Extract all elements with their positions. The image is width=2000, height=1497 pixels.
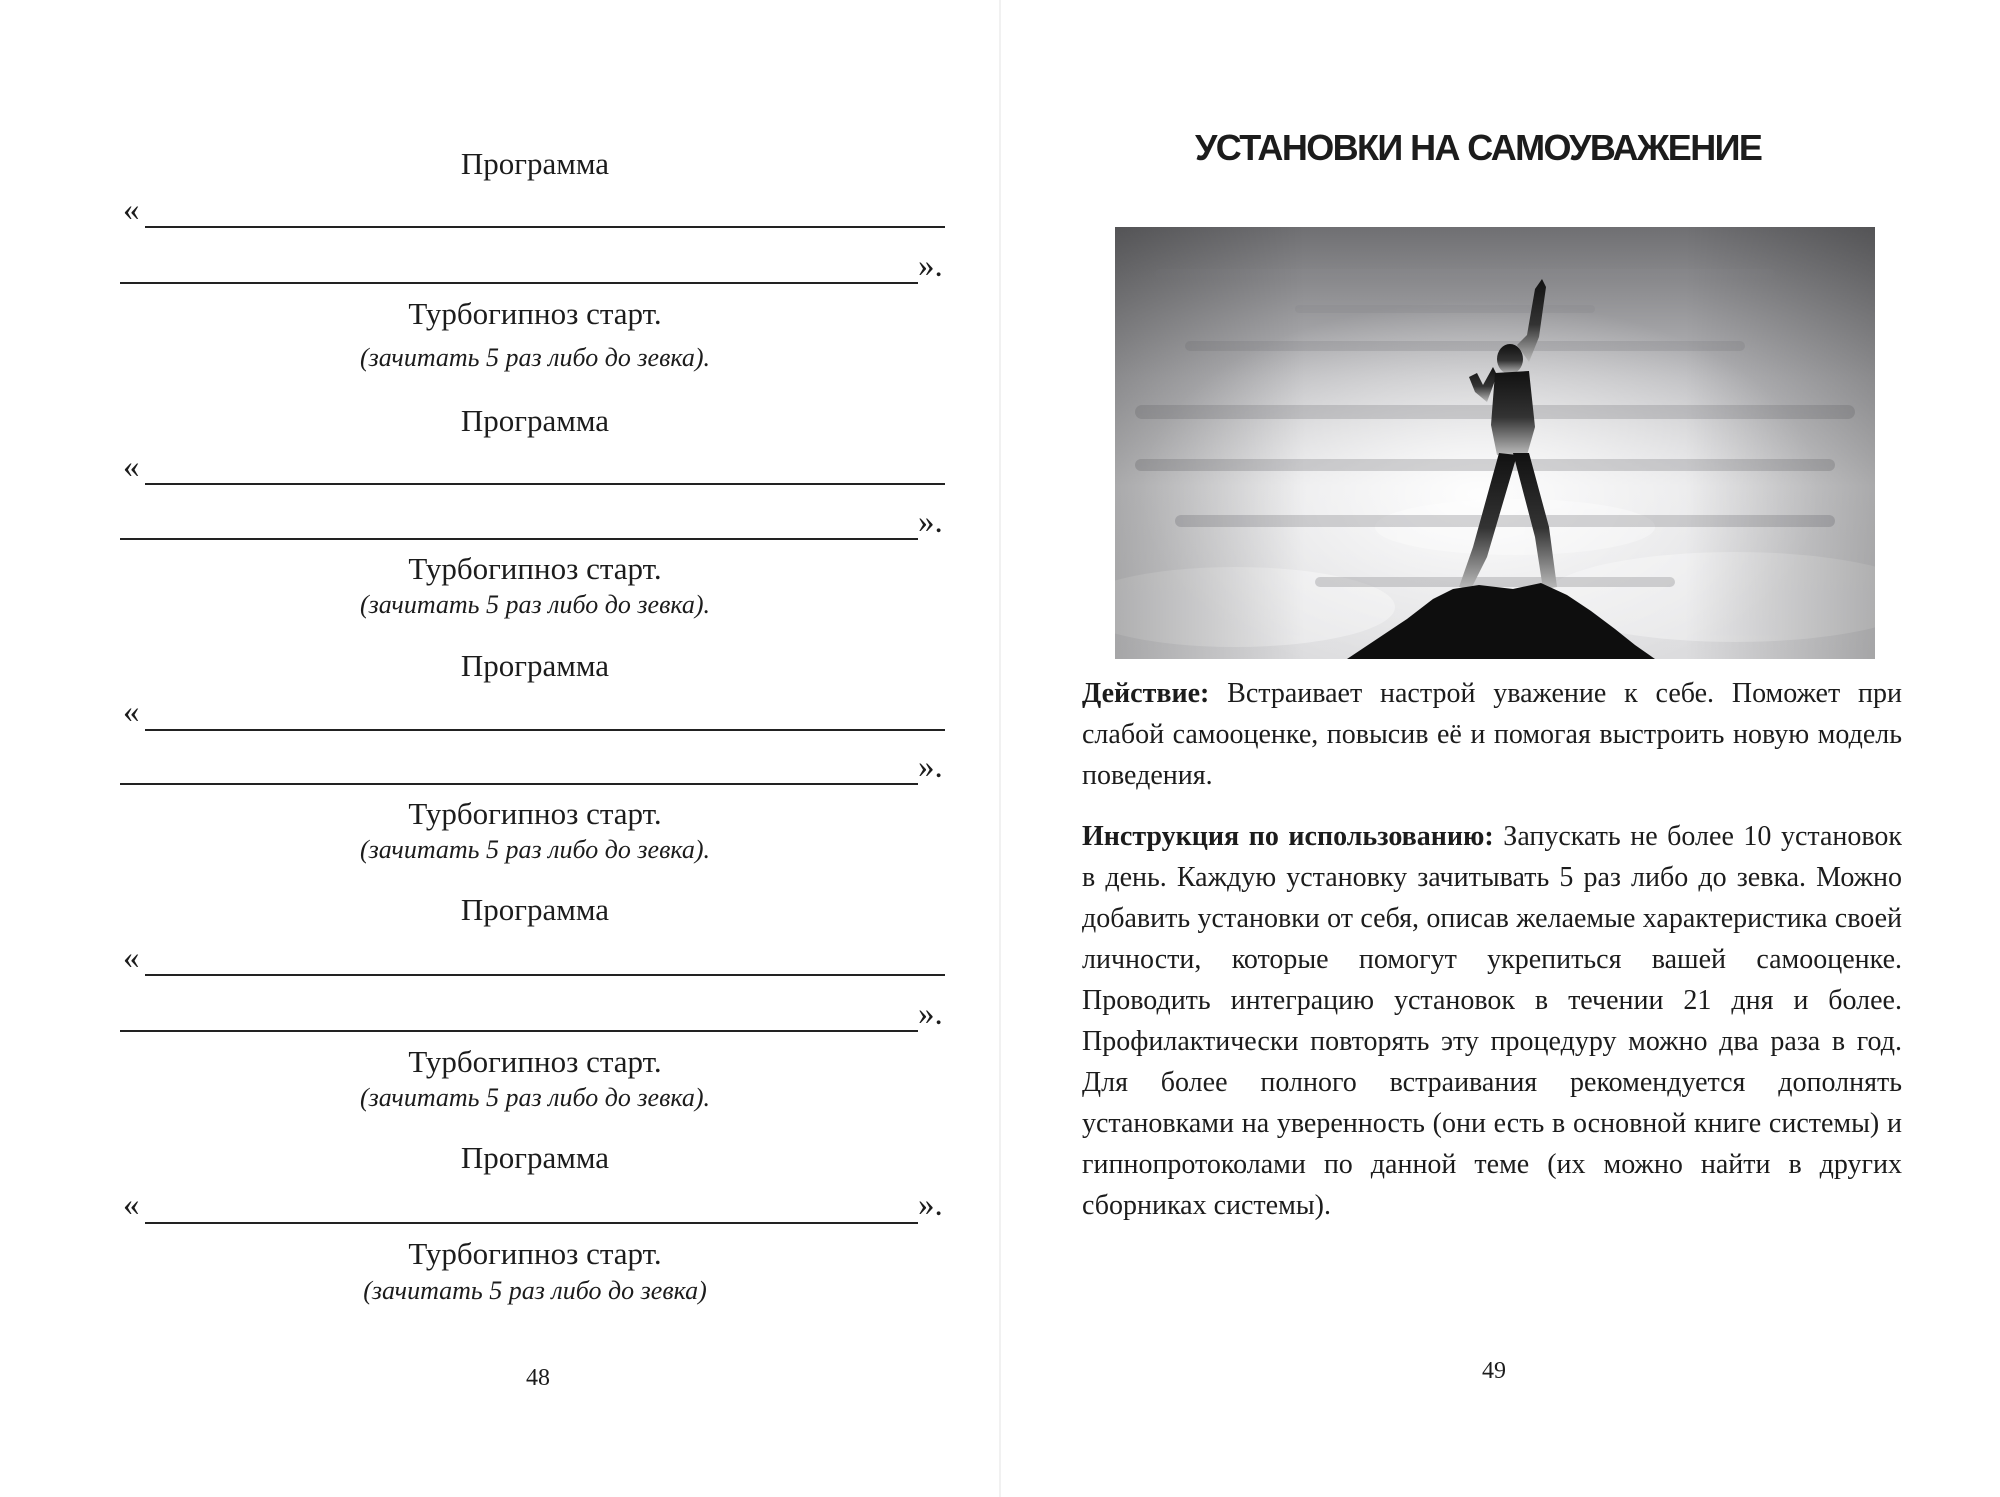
instruction-text: Запускать не более 10 установок в день. Каждую установку зачитывать 5 раз либо до зевка. Можно добавить установки от себя, описав желаемые характеристика своей личности, которые помогут укрепиться вашей самооценке. Проводить интеграцию установок в течении 21 дня и более. Профилактически повторять эту процедуру можно два раза в год. Для более полного встраивания рекомендуется дополнять установками на уверенность (они есть в основной книге системы) и гипнопротоколами по данной теме (их можно найти в других сборниках системы). (1082, 821, 1903, 1221)
close-quote: ». (918, 749, 943, 785)
open-quote: « (123, 940, 140, 976)
program-blank-line (120, 1030, 918, 1032)
turbo-start-line: Турбогипноз старт. (408, 1044, 662, 1079)
close-quote: ». (918, 504, 943, 540)
program-label: Программа (460, 892, 610, 927)
instruction-label: Инструкция по использованию: (1082, 821, 1494, 852)
turbo-start-line: Турбогипноз старт. (408, 796, 662, 831)
program-label: Программа (460, 648, 610, 683)
action-label: Действие: (1082, 678, 1210, 709)
program-blank-line (120, 538, 918, 540)
program-blank-line (145, 1222, 918, 1224)
program-blank-line (120, 282, 918, 284)
open-quote: « (123, 192, 140, 228)
read-instruction-note: (зачитать 5 раз либо до зевка). (359, 343, 711, 372)
instruction-paragraph (1082, 816, 1902, 1226)
close-quote: ». (918, 1187, 943, 1223)
action-paragraph (1082, 673, 1902, 796)
program-blank-line (120, 783, 918, 785)
mountain-summit-photo (1115, 227, 1875, 659)
program-label: Программа (460, 146, 610, 181)
turbo-start-line: Турбогипноз старт. (408, 296, 662, 331)
section-title: УСТАНОВКИ НА САМОУВАЖЕНИЕ (1195, 127, 1762, 168)
program-label: Программа (460, 403, 610, 438)
read-instruction-note: (зачитать 5 раз либо до зевка) (363, 1276, 707, 1305)
action-text: Встраивает настрой уважение к себе. Поможет при слабой самооценке, повысив её и помогая выстроить новую модель поведения. (1082, 678, 1902, 791)
read-instruction-note: (зачитать 5 раз либо до зевка). (359, 590, 711, 619)
turbo-start-line: Турбогипноз старт. (408, 1236, 662, 1271)
program-blank-line (145, 974, 945, 976)
open-quote: « (123, 1187, 140, 1223)
read-instruction-note: (зачитать 5 раз либо до зевка). (359, 835, 711, 864)
close-quote: ». (918, 248, 943, 284)
program-blank-line (145, 483, 945, 485)
page-number-left: 48 (526, 1365, 550, 1391)
close-quote: ». (918, 996, 943, 1032)
page-number-right: 49 (1482, 1358, 1506, 1384)
program-label: Программа (460, 1140, 610, 1175)
program-blank-line (145, 729, 945, 731)
open-quote: « (123, 694, 140, 730)
program-blank-line (145, 226, 945, 228)
read-instruction-note: (зачитать 5 раз либо до зевка). (359, 1083, 711, 1112)
open-quote: « (123, 449, 140, 485)
turbo-start-line: Турбогипноз старт. (408, 551, 662, 586)
